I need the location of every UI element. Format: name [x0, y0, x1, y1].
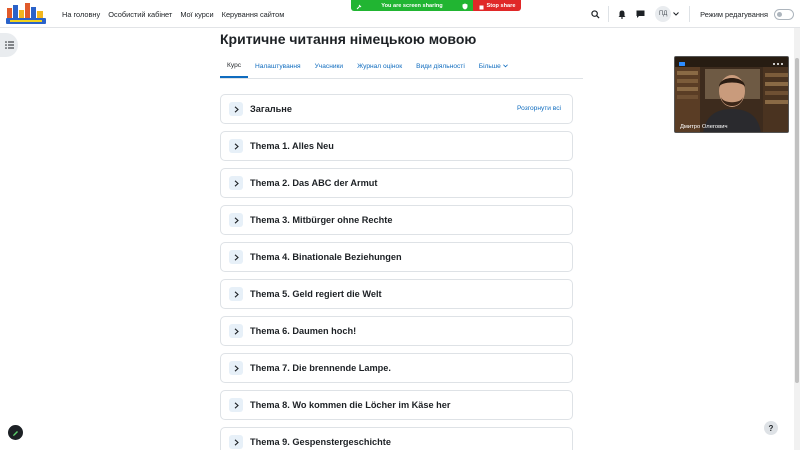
stop-share-label: Stop share: [486, 2, 516, 9]
section-item[interactable]: [220, 390, 573, 420]
scrollbar-thumb[interactable]: [795, 58, 799, 383]
chevron-right-icon[interactable]: [229, 324, 243, 338]
user-nav: [586, 0, 800, 28]
chevron-right-icon[interactable]: [229, 435, 243, 449]
section-title: Загальне: [250, 104, 292, 114]
section-item[interactable]: [220, 353, 573, 383]
more-options-icon[interactable]: [772, 56, 784, 71]
section-item[interactable]: [220, 279, 573, 309]
section-item[interactable]: [220, 427, 573, 450]
chevron-down-icon: [503, 63, 508, 70]
section-title[interactable]: Thema 5. Geld regiert die Welt: [250, 289, 382, 299]
section-title[interactable]: Thema 2. Das ABC der Armut: [250, 178, 378, 188]
course-index-toggle[interactable]: [0, 33, 18, 57]
nav-home-link[interactable]: На головну: [62, 9, 101, 19]
section-item[interactable]: [220, 242, 573, 272]
tab-course[interactable]: Курс: [220, 55, 248, 78]
user-avatar[interactable]: ПД: [655, 6, 671, 22]
share-status: [351, 0, 473, 11]
section-title[interactable]: Thema 3. Mitbürger ohne Rechte: [250, 215, 393, 225]
video-thumbnail[interactable]: [674, 56, 789, 133]
chevron-down-icon[interactable]: [671, 5, 681, 23]
share-status-text: You are screen sharing: [381, 2, 443, 9]
section-item[interactable]: [220, 131, 573, 161]
section-title[interactable]: Thema 8. Wo kommen die Löcher im Käse her: [250, 400, 451, 410]
nav-divider: [689, 6, 690, 22]
participant-name: Дмитро Олегович: [680, 124, 728, 130]
nav-site-admin-link[interactable]: Керування сайтом: [221, 9, 285, 19]
video-toolbar: [675, 57, 788, 67]
help-button[interactable]: ?: [764, 421, 778, 435]
section-title[interactable]: Thema 1. Alles Neu: [250, 141, 334, 151]
chevron-right-icon[interactable]: [229, 102, 243, 116]
edit-pencil-button[interactable]: [8, 425, 23, 440]
tab-gradebook[interactable]: Журнал оцінок: [357, 63, 403, 70]
section-title[interactable]: Thema 6. Daumen hoch!: [250, 326, 357, 336]
section-item[interactable]: [220, 316, 573, 346]
chevron-right-icon[interactable]: [229, 213, 243, 227]
pencil-icon: [12, 424, 19, 442]
tab-activities[interactable]: Види діяльності: [416, 63, 465, 70]
chevron-right-icon[interactable]: [229, 287, 243, 301]
stop-share-button[interactable]: [473, 0, 521, 11]
page-title: Критичне читання німецькою мовою: [220, 31, 477, 47]
screen-share-bar: [351, 0, 521, 11]
chevron-right-icon[interactable]: [229, 139, 243, 153]
edit-mode-toggle[interactable]: [774, 9, 794, 20]
bell-icon[interactable]: [613, 5, 631, 23]
expand-all-link[interactable]: Розгорнути всі: [517, 105, 561, 112]
chevron-right-icon[interactable]: [229, 398, 243, 412]
site-logo[interactable]: [5, 2, 47, 26]
nav-divider: [608, 6, 609, 22]
section-title[interactable]: Thema 4. Binationale Beziehungen: [250, 252, 402, 262]
tab-more-label: Більше: [478, 63, 501, 70]
nav-dashboard-link[interactable]: Особистий кабінет: [108, 9, 173, 19]
audio-icon[interactable]: [679, 56, 685, 71]
section-title[interactable]: Thema 9. Gespenstergeschichte: [250, 437, 391, 447]
primary-nav: [62, 0, 284, 28]
section-general[interactable]: [220, 94, 573, 124]
course-sections: [220, 94, 573, 450]
search-icon[interactable]: [586, 5, 604, 23]
nav-my-courses-link[interactable]: Мої курси: [180, 9, 214, 19]
chevron-right-icon[interactable]: [229, 361, 243, 375]
chat-icon[interactable]: [631, 5, 649, 23]
tab-more[interactable]: [472, 55, 515, 78]
section-title[interactable]: Thema 7. Die brennende Lampe.: [250, 363, 391, 373]
stop-icon: [479, 0, 484, 15]
shield-icon: [462, 0, 468, 15]
edit-mode-label: Режим редагування: [700, 9, 768, 19]
list-icon: [5, 36, 14, 54]
page-scrollbar[interactable]: [794, 28, 800, 450]
tab-participants[interactable]: Учасники: [314, 63, 344, 70]
chevron-right-icon[interactable]: [229, 250, 243, 264]
chevron-right-icon[interactable]: [229, 176, 243, 190]
section-item[interactable]: [220, 205, 573, 235]
tab-settings[interactable]: Налаштування: [255, 63, 301, 70]
section-item[interactable]: [220, 168, 573, 198]
pin-icon[interactable]: [356, 0, 362, 15]
course-tabs: [220, 55, 583, 79]
